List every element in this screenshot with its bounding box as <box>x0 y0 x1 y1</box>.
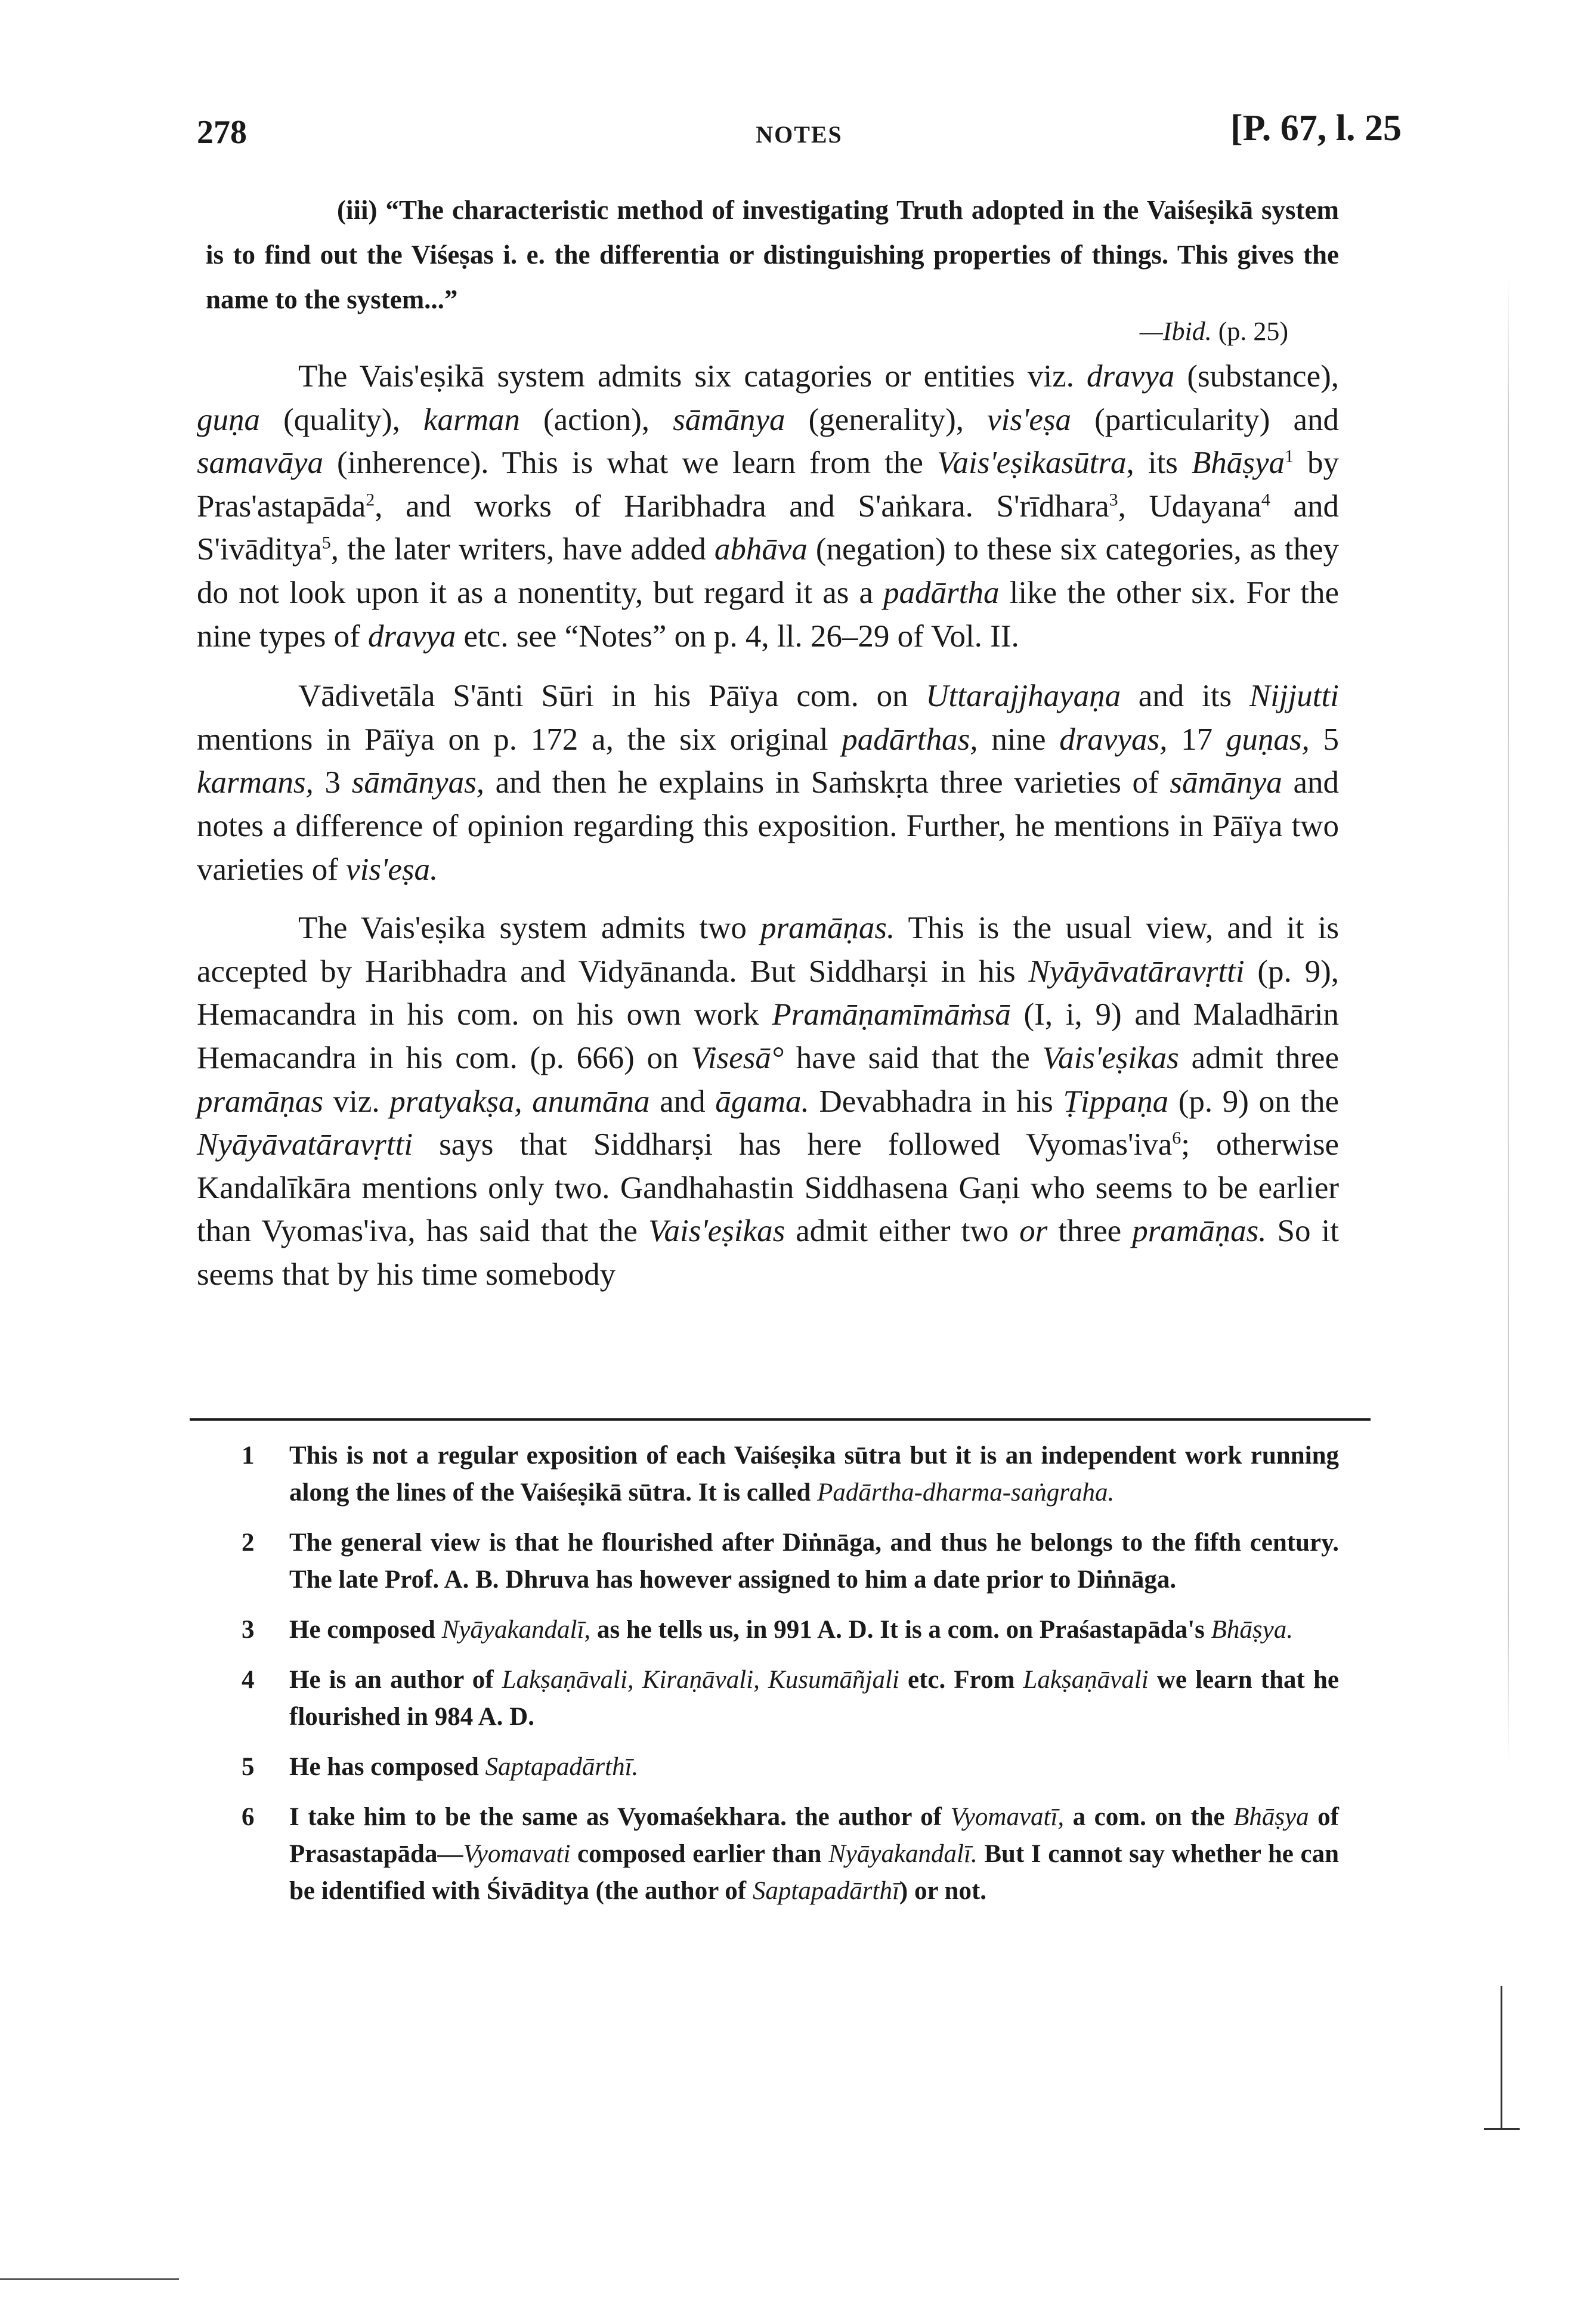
term: Bhāṣya <box>1191 446 1285 481</box>
term: Vyomavatī, <box>950 1803 1065 1831</box>
page-line-reference: [P. 67, l. 25 <box>1230 108 1402 149</box>
text: The general view is that he flourished after Diṅnāga, and thus he belongs to the fifth century. The late Prof. A. B. Dhruva has however assigned to him a date prior to Diṅnāga. <box>289 1529 1339 1594</box>
text: (negation) to these six categories, as they do not look upon it as a nonentity, but regard it as a <box>197 532 1339 610</box>
text: Vādivetāla S'ānti Sūri in his Pāïya com. on <box>298 679 926 714</box>
term: Bhāṣya <box>1233 1803 1309 1831</box>
text: So it seems that by his time somebody <box>197 1214 1339 1292</box>
footnote-text <box>289 1803 1339 1905</box>
term: āgama. <box>715 1084 809 1119</box>
page-number: 278 <box>197 114 247 151</box>
text: and then he explains in Saṁskṛta three varieties of <box>484 765 1170 800</box>
term: Pramāṇamīmāṁsā <box>772 997 1011 1032</box>
term: Saptapadārthī. <box>485 1753 639 1781</box>
term: pramāṇas <box>197 1084 324 1119</box>
text: Devabhadra in his <box>809 1084 1063 1119</box>
text: and notes a difference of opinion regarding this exposition. Further, he mentions in Pāïya two varieties of <box>197 765 1339 887</box>
text: (quality), <box>260 402 423 437</box>
term: pramāṇas. <box>1132 1214 1267 1249</box>
term: Uttarajjhayaṇa <box>926 679 1121 714</box>
text: 5 <box>1309 722 1340 757</box>
term: karmans, <box>197 765 314 800</box>
text: , its <box>1126 446 1192 481</box>
term: Saptapadārthī <box>752 1877 899 1905</box>
text: The Vais'eṣikā system admits six catagories or entities viz. <box>298 359 1087 394</box>
text: we learn that he flourished in 984 A. D. <box>289 1666 1339 1731</box>
footnote-3 <box>242 1612 1339 1649</box>
text: composed earlier than <box>570 1840 829 1868</box>
term: Vyomavati <box>463 1840 571 1868</box>
footnote-ref: 1 <box>1284 446 1294 466</box>
text: by Pras'astapāda <box>197 446 1340 524</box>
footnote-number: 6 <box>242 1803 255 1831</box>
term: Vais'eṣikasūtra <box>936 446 1127 481</box>
text: nine <box>978 722 1060 757</box>
text: of Prasastapāda— <box>289 1803 1339 1868</box>
footnote-ref: 3 <box>1109 490 1118 510</box>
footnote-number: 4 <box>242 1666 255 1694</box>
term: padārtha <box>883 575 1000 610</box>
text: three <box>1047 1214 1133 1249</box>
term: pratyakṣa, anumāna <box>389 1084 650 1119</box>
footnote-text <box>289 1616 1293 1644</box>
term: vis'eṣa. <box>346 852 438 887</box>
quote-text: “The characteristic method of investigating Truth adopted in the Vaiśeṣikā system is to find out the Viśeṣas i. e. the differentia or distinguishing properties of things. This gives the name to the system...” <box>206 195 1339 314</box>
text: a com. on the <box>1064 1803 1234 1831</box>
footnotes <box>242 1437 1339 1923</box>
scan-mark-vertical <box>1501 1986 1502 2129</box>
footnote-divider <box>190 1418 1371 1421</box>
scan-mark-horizontal <box>1484 2128 1520 2130</box>
term: Nyāyāvatāravṛtti <box>1028 954 1245 989</box>
text: and S'ivāditya <box>197 488 1339 567</box>
main-text <box>197 355 1339 1296</box>
scan-margin-line <box>1508 274 1509 1765</box>
term: abhāva <box>714 532 808 567</box>
footnote-2 <box>242 1524 1339 1598</box>
footnote-ref: 4 <box>1261 490 1270 510</box>
paragraph-pramanas <box>197 907 1339 1296</box>
quoted-passage <box>206 188 1339 322</box>
term: dravya <box>368 618 456 654</box>
term: Nyāyāvatāravṛtti <box>197 1127 413 1162</box>
term: samavāya <box>197 446 323 481</box>
term: pramāṇas. <box>760 911 895 946</box>
text: This is the usual view, and it is accepted by Haribhadra and Vidyānanda. But Siddharṣi in his <box>197 911 1339 989</box>
text: mentions in Pāïya on p. 172 a, the six original <box>197 722 842 757</box>
text: and <box>649 1084 716 1119</box>
text: He has composed <box>289 1753 485 1781</box>
term: sāmānyas, <box>351 765 484 800</box>
text: (substance), <box>1174 359 1339 394</box>
text: The Vais'eṣika system admits two <box>298 911 761 946</box>
text: 3 <box>313 765 352 800</box>
footnote-ref: 6 <box>1172 1128 1181 1148</box>
footnote-1 <box>242 1437 1339 1511</box>
footnote-6 <box>242 1799 1339 1910</box>
text: like the other six. For the nine types of <box>197 575 1339 654</box>
text: etc. From <box>899 1666 1023 1694</box>
text: He is an author of <box>289 1666 502 1694</box>
term: karman <box>423 402 520 437</box>
quote-citation <box>954 316 1288 347</box>
text: admit three <box>1179 1040 1339 1075</box>
term: sāmānya <box>1170 765 1282 800</box>
footnote-ref: 5 <box>321 533 331 553</box>
footnote-5 <box>242 1749 1339 1786</box>
term: Ṭippaṇa <box>1063 1084 1169 1119</box>
term: sāmānya <box>673 402 785 437</box>
text: This is not a regular exposition of each Vaiśeṣika sūtra but it is an independent work running along the lines of the Vaiśeṣikā sūtra. It is called <box>289 1442 1339 1507</box>
footnote-number: 1 <box>242 1442 255 1470</box>
text: ; otherwise Kandalīkāra mentions only two. Gandhahastin Siddhasena Gaṇi who seems to be earlier than Vyomas'iva, has said that the <box>197 1127 1339 1249</box>
text: ) or not. <box>899 1877 987 1905</box>
term: Vais'eṣikas <box>648 1214 785 1249</box>
term: padārthas, <box>842 722 978 757</box>
text: (generality), <box>785 402 988 437</box>
text: and its <box>1121 679 1249 714</box>
running-header <box>197 107 1402 161</box>
text: (action), <box>519 402 673 437</box>
text: , Udayana <box>1118 488 1261 524</box>
term: dravya <box>1087 359 1175 394</box>
text: He composed <box>289 1616 442 1644</box>
text: But I cannot say whether he can be identified with Śivāditya (the author of <box>289 1840 1339 1905</box>
term: guṇas, <box>1226 722 1310 757</box>
paragraph-santi-suri <box>197 675 1339 891</box>
text: (inherence). This is what we learn from the <box>323 446 937 481</box>
text: viz. <box>323 1084 390 1119</box>
footnote-number: 2 <box>242 1529 255 1557</box>
quote-label: (iii) <box>337 195 378 225</box>
term: Vais'eṣikas <box>1042 1040 1179 1075</box>
paragraph-categories <box>197 355 1339 658</box>
text: as he tells us, in 991 A. D. It is a com. on Praśastapāda's <box>590 1616 1211 1644</box>
footnote-4 <box>242 1662 1339 1736</box>
footnote-ref: 2 <box>366 490 375 510</box>
text: (p. 9) on the <box>1168 1084 1339 1119</box>
text: says that Siddharṣi has here followed Vyomas'iva <box>413 1127 1173 1162</box>
term: Nyāyakandalī, <box>441 1616 591 1644</box>
text: (particularity) and <box>1071 402 1339 437</box>
term: Nijjutti <box>1249 679 1339 714</box>
header-title: NOTES <box>756 121 843 148</box>
term: Lakṣaṇāvali <box>1023 1666 1149 1694</box>
footnote-text <box>289 1666 1339 1731</box>
text: 17 <box>1167 722 1226 757</box>
text: I take him to be the same as Vyomaśekhara. the author of <box>289 1803 951 1831</box>
text: etc. see “Notes” on p. 4, ll. 26–29 of Vol. II. <box>456 618 1019 654</box>
text: , the later writers, have added <box>330 532 715 567</box>
footnote-number: 3 <box>242 1616 255 1644</box>
text: (p. 9), Hemacandra in his com. on his own work <box>197 954 1339 1032</box>
citation-page: (p. 25) <box>1218 317 1288 346</box>
footnote-number: 5 <box>242 1753 255 1781</box>
footnote-text <box>289 1753 638 1781</box>
term: dravyas, <box>1059 722 1168 757</box>
term: vis'eṣa <box>987 402 1071 437</box>
term: Padārtha-dharma-saṅgraha. <box>817 1479 1115 1507</box>
text: (I, i, 9) and Maladhārin Hemacandra in his com. (p. 666) on <box>197 997 1339 1075</box>
term: or <box>1019 1214 1048 1249</box>
text: have said that the <box>784 1040 1043 1075</box>
footnote-text <box>289 1442 1339 1507</box>
term: Lakṣaṇāvali, Kiraṇāvali, Kusumāñjali <box>502 1666 899 1694</box>
term: Bhāṣya. <box>1211 1616 1293 1644</box>
footnote-text <box>289 1529 1339 1594</box>
text: , and works of Haribhadra and S'aṅkara. S'rīdhara <box>375 488 1109 524</box>
term: guṇa <box>197 402 260 437</box>
text: admit either two <box>785 1214 1020 1249</box>
scan-bottom-line <box>0 2278 179 2280</box>
term: Visesā° <box>691 1040 784 1075</box>
term: Nyāyakandalī. <box>828 1840 978 1868</box>
ibid: —Ibid. <box>1139 317 1212 346</box>
